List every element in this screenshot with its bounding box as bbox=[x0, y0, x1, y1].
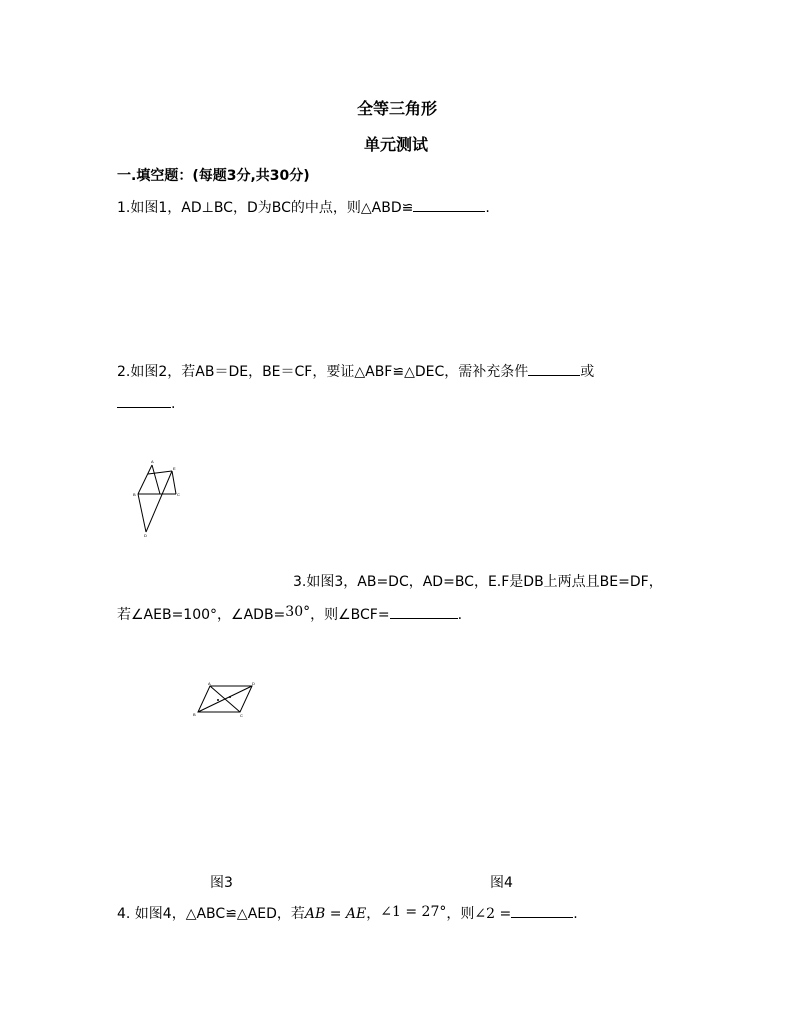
svg-text:C: C bbox=[177, 492, 180, 497]
question-2-answer-blank-2[interactable] bbox=[117, 393, 171, 408]
section-heading: 一.填空题：(每题3分,共30分) bbox=[117, 168, 310, 184]
svg-text:C: C bbox=[240, 713, 243, 718]
question-3-answer-blank[interactable] bbox=[390, 604, 458, 619]
figure-2-diagram bbox=[130, 458, 190, 538]
question-3-line-2 bbox=[117, 604, 462, 624]
question-4-prefix: 4. 如图4，△ABC≌△AED，若 bbox=[117, 906, 305, 922]
question-1-tail: . bbox=[485, 200, 490, 216]
svg-text:D: D bbox=[144, 533, 147, 538]
svg-text:A: A bbox=[151, 459, 154, 464]
question-3-angle: 30° bbox=[285, 604, 311, 620]
question-3-prefix: 若∠AEB=100°，∠ADB= bbox=[117, 607, 286, 623]
question-4 bbox=[117, 903, 578, 923]
svg-text:B: B bbox=[193, 712, 196, 717]
question-2-answer-blank-1[interactable] bbox=[528, 361, 580, 376]
svg-text:A: A bbox=[208, 681, 211, 686]
figure-3-diagram bbox=[190, 680, 260, 720]
question-2 bbox=[117, 361, 594, 381]
question-2-tail: . bbox=[171, 396, 176, 412]
svg-text:E: E bbox=[173, 466, 176, 471]
svg-text:D: D bbox=[252, 681, 255, 686]
question-4-tail: . bbox=[573, 906, 578, 922]
question-1-answer-blank[interactable] bbox=[413, 197, 485, 212]
question-4-equation-2: ∠1 = 27° bbox=[380, 904, 447, 920]
figure-4-label: 图4 bbox=[490, 875, 513, 891]
question-4-equation-1: AB = AE bbox=[304, 906, 367, 922]
question-3-tail: . bbox=[457, 607, 463, 623]
question-2-or: 或 bbox=[580, 364, 595, 380]
figure-2-segment-ab bbox=[138, 465, 152, 494]
svg-text:B: B bbox=[133, 492, 136, 497]
question-1 bbox=[117, 197, 490, 217]
question-1-text: 1.如图1，AD⊥BC，D为BC的中点，则△ABD≌ bbox=[117, 200, 414, 216]
page-subtitle: 单元测试 bbox=[364, 135, 429, 154]
question-4-mid: ，则 bbox=[446, 906, 475, 922]
question-2-text: 2.如图2，若AB＝DE，BE＝CF，要证△ABF≌△DEC，需补充条件 bbox=[117, 364, 529, 380]
question-3-line-1: 3.如图3，AB=DC，AD=BC，E.F是DB上两点且BE=DF， bbox=[293, 574, 663, 590]
question-4-separator: ， bbox=[366, 906, 381, 922]
page-title: 全等三角形 bbox=[357, 99, 438, 118]
figure-3-label: 图3 bbox=[210, 875, 233, 891]
question-4-equation-3: ∠2 = bbox=[474, 906, 512, 922]
question-4-answer-blank[interactable] bbox=[511, 903, 573, 918]
question-2-line2 bbox=[117, 393, 175, 412]
question-3-mid: ，则∠BCF= bbox=[310, 607, 390, 623]
